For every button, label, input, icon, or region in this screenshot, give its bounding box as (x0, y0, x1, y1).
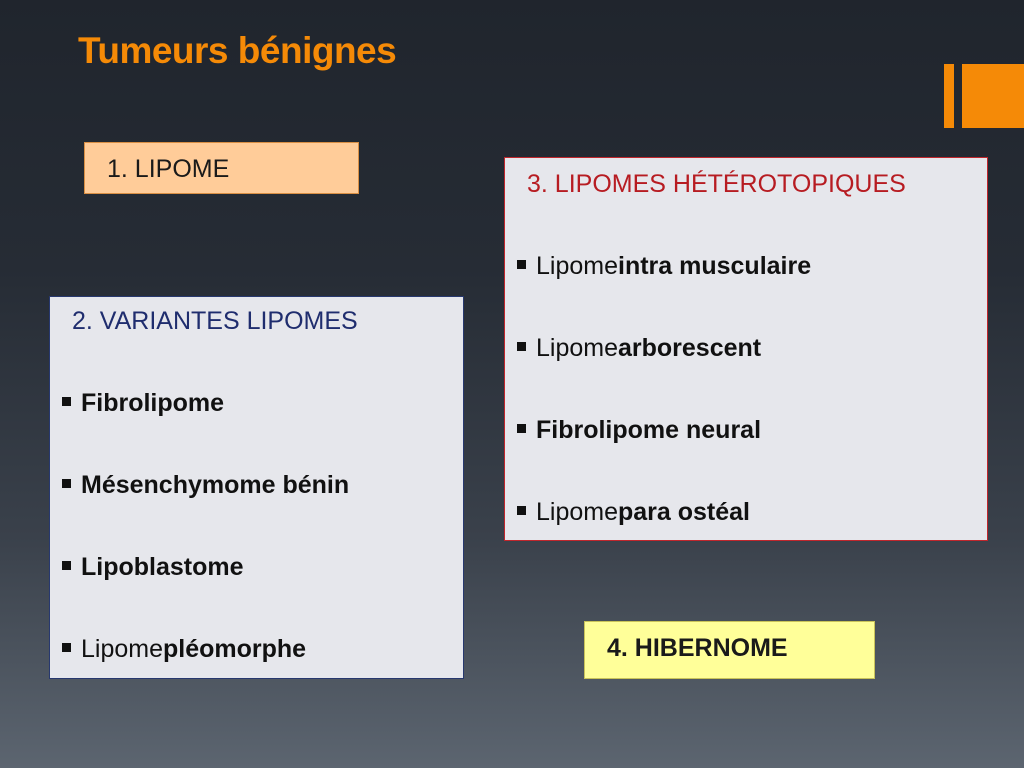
list-item (517, 252, 811, 281)
square-bullet-icon (62, 561, 71, 570)
list-item-bold-text: pléomorphe (163, 635, 307, 663)
section-heterotopiques-heading: 3. LIPOMES HÉTÉROTOPIQUES (527, 170, 906, 198)
square-bullet-icon (62, 397, 71, 406)
list-item (62, 635, 306, 664)
list-item-bold-text: intra musculaire (618, 252, 812, 280)
list-item (517, 334, 761, 363)
list-item (62, 389, 224, 418)
slide-title: Tumeurs bénignes (78, 30, 397, 71)
section-hibernome-box (584, 621, 875, 679)
square-bullet-icon (62, 479, 71, 488)
list-item-bold-text: Fibrolipome neural (536, 416, 762, 444)
list-item-bold-text: para ostéal (618, 498, 751, 526)
section-variantes-heading: 2. VARIANTES LIPOMES (72, 307, 358, 335)
list-item-text: Lipome (536, 498, 618, 526)
list-item (62, 471, 349, 500)
list-item-bold-text: Lipoblastome (81, 553, 244, 581)
section-hibernome-label: 4. HIBERNOME (607, 634, 788, 662)
list-item-text: Lipome (536, 334, 618, 362)
list-item-bold-text: Mésenchymome bénin (81, 471, 350, 499)
square-bullet-icon (517, 260, 526, 269)
list-item-bold-text: Fibrolipome (81, 389, 225, 417)
decorative-bar-thin (944, 64, 954, 128)
square-bullet-icon (517, 342, 526, 351)
section-lipomes-heterotopiques-box (504, 157, 988, 541)
square-bullet-icon (62, 643, 71, 652)
decorative-bar-thick (962, 64, 1024, 128)
list-item (517, 416, 761, 445)
list-item-text: Lipome (536, 252, 618, 280)
list-item-bold-text: arborescent (618, 334, 762, 362)
list-item (517, 498, 750, 527)
list-item (62, 553, 244, 582)
square-bullet-icon (517, 506, 526, 515)
list-item-text: Lipome (81, 635, 163, 663)
section-lipome-label: 1. LIPOME (107, 155, 230, 183)
square-bullet-icon (517, 424, 526, 433)
section-lipome-box (84, 142, 359, 194)
section-variantes-lipomes-box (49, 296, 464, 679)
